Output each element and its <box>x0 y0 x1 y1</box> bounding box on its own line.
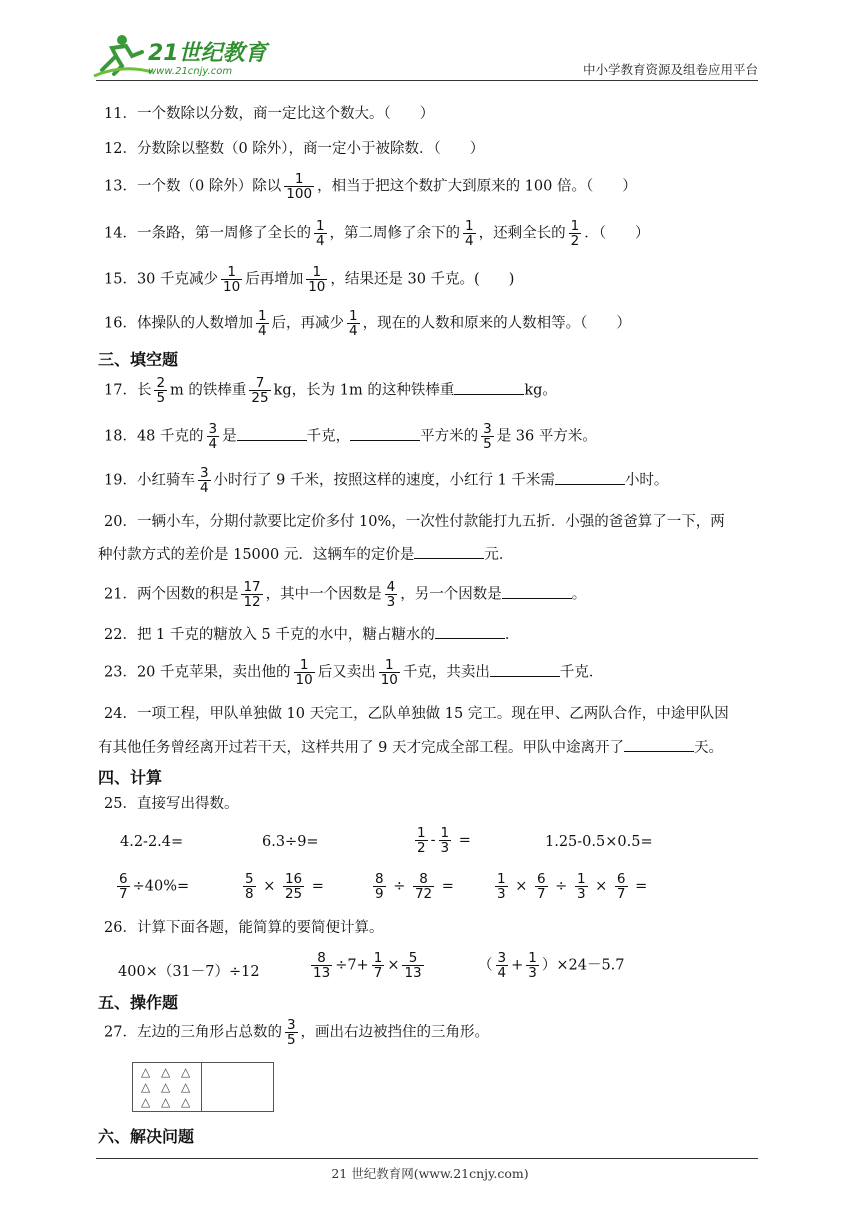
section-heading-fill-in: 三、填空题 <box>98 350 179 369</box>
answer-blank[interactable] <box>555 470 625 485</box>
question-12: 12．分数除以整数（0 除外），商一定小于被除数．（ ） <box>104 141 485 157</box>
question-27: 27．左边的三角形占总数的 $\frac{3}{5}$ ，画出右边被挡住的三角形。 <box>104 1017 490 1049</box>
triangle-figure <box>132 1062 274 1112</box>
answer-blank[interactable] <box>435 624 505 639</box>
section-heading-problem-solving: 六、解决问题 <box>98 1127 195 1146</box>
question-20-line-2: 种付款方式的差价是 15000 元．这辆车的定价是 元． <box>98 544 513 564</box>
calc-item: 6.3÷9= <box>262 834 319 850</box>
question-11: 11．一个数除以分数，商一定比这个数大。（ ） <box>104 106 435 122</box>
calc-item: 1.25-0.5×0.5= <box>545 834 653 850</box>
question-17: 17．长 $\frac{2}{5}$ m 的铁棒重 $\frac{7}{25}$ kg，长为 1m 的这种铁棒重 kg。 <box>104 375 557 407</box>
triangle-icon: △ <box>141 1095 151 1109</box>
triangle-icon: △ <box>181 1095 191 1109</box>
triangle-icon: △ <box>161 1095 171 1109</box>
calc-item: $\frac{5}{8}$ × $\frac{16}{25}$ = <box>245 871 324 903</box>
calc-expression: 400×（31－7）÷12 <box>118 964 260 980</box>
footer-text: 21 世纪教育网(www.21cnjy.com) <box>331 1166 529 1181</box>
answer-blank[interactable] <box>490 662 560 677</box>
header-divider <box>96 80 758 81</box>
triangle-icon: △ <box>181 1065 191 1079</box>
section-heading-operation: 五、操作题 <box>98 993 179 1012</box>
answer-blank[interactable] <box>502 584 572 599</box>
triangle-icon: △ <box>161 1080 171 1094</box>
question-24-line-2: 有其他任务曾经离开过若干天，这样共用了 9 天才完成全部工程。甲队中途离开了 天。 <box>98 737 723 757</box>
triangle-icon: △ <box>161 1065 171 1079</box>
question-22: 22．把 1 千克的糖放入 5 千克的水中，糖占糖水的 ． <box>104 624 519 644</box>
answer-blank[interactable] <box>454 380 524 395</box>
answer-blank[interactable] <box>414 544 484 559</box>
calc-expression: （ $\frac{3}{4}$ + $\frac{1}{3}$ ）×24－5.7 <box>478 950 625 982</box>
calc-item: $\frac{8}{9}$ ÷ $\frac{8}{72}$ = <box>375 871 454 903</box>
section-heading-calculation: 四、计算 <box>98 768 163 787</box>
question-24-line-1: 24．一项工程，甲队单独做 10 天完工，乙队单独做 15 完工。现在甲、乙两队合作，中途甲队因 <box>104 706 729 722</box>
triangle-icon: △ <box>181 1080 191 1094</box>
svg-text:www.21cnjy.com: www.21cnjy.com <box>148 66 233 77</box>
question-13: 13．一个数（0 除外）除以 $\frac{1}{100}$ ，相当于把这个数扩大到原来的 100 倍。（ ） <box>104 171 637 203</box>
question-23: 23．20 千克苹果，卖出他的 $\frac{1}{10}$ 后又卖出 $\frac{1}{10}$ 千克，共卖出 千克． <box>104 657 604 689</box>
answer-blank[interactable] <box>237 426 307 441</box>
answer-blank[interactable] <box>350 426 420 441</box>
runner-icon <box>94 35 152 76</box>
triangle-icon: △ <box>141 1080 151 1094</box>
question-14: 14．一条路，第一周修了全长的 $\frac{1}{4}$ ，第二周修了余下的 $\frac{1}{4}$ ，还剩全长的 $\frac{1}{2}$ ．（ ） <box>104 218 650 250</box>
site-logo <box>92 30 272 82</box>
calc-item: $\frac{6}{7}$ ÷40%= <box>119 871 190 903</box>
visible-triangles-panel <box>133 1063 202 1111</box>
header-platform-name: 中小学教育资源及组卷应用平台 <box>582 62 758 77</box>
question-26-title: 26．计算下面各题，能简算的要简便计算。 <box>104 920 384 936</box>
footer-divider <box>96 1158 758 1159</box>
calc-item: 4.2-2.4= <box>120 834 184 850</box>
question-20-line-1: 20．一辆小车，分期付款要比定价多付 10%，一次性付款能打九五折．小强的爸爸算了一下，两 <box>104 514 725 530</box>
answer-blank[interactable] <box>624 737 694 752</box>
question-21: 21．两个因数的积是 $\frac{17}{12}$ ，其中一个因数是 $\frac{4}{3}$ ，另一个因数是 。 <box>104 579 587 611</box>
triangle-icon: △ <box>141 1065 151 1079</box>
question-16: 16．体操队的人数增加 $\frac{1}{4}$ 后，再减少 $\frac{1}{4}$ ，现在的人数和原来的人数相等。（ ） <box>104 308 631 340</box>
calc-item: $\frac{1}{3}$ × $\frac{6}{7}$ ÷ $\frac{1}{3}$ × $\frac{6}{7}$ = <box>497 871 648 903</box>
question-18: 18．48 千克的 $\frac{3}{4}$ 是 千克， 平方米的 $\frac{3}{5}$ 是 36 平方米。 <box>104 421 597 453</box>
question-15: 15．30 千克减少 $\frac{1}{10}$ 后再增加 $\frac{1}{10}$ ，结果还是 30 千克。( ) <box>104 264 515 296</box>
calc-expression: $\frac{8}{13}$ ÷7+ $\frac{1}{7}$ × $\frac{5}{13}$ <box>313 950 422 982</box>
question-19: 19．小红骑车 $\frac{3}{4}$ 小时行了 9 千米，按照这样的速度，小红行 1 千米需 小时。 <box>104 465 669 497</box>
svg-text:21世纪教育: 21世纪教育 <box>148 41 267 66</box>
calc-item: $\frac{1}{2}$ - $\frac{1}{3}$ = <box>417 825 471 857</box>
question-25-title: 25．直接写出得数。 <box>104 796 239 812</box>
